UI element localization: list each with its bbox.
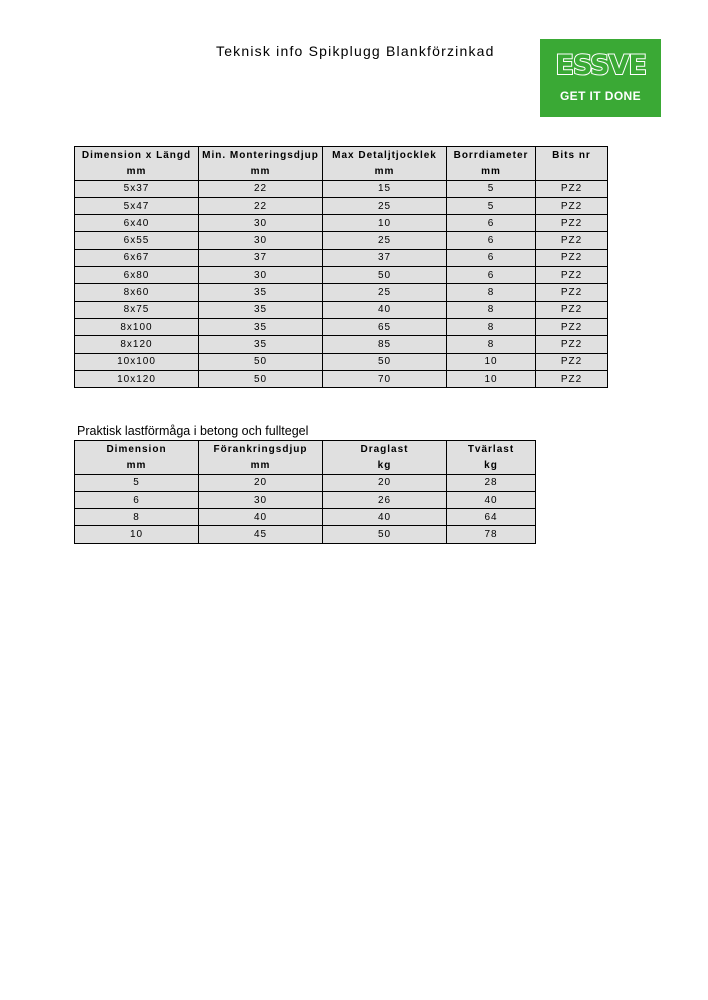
table-cell: PZ2 [536, 215, 608, 232]
table-cell: PZ2 [536, 353, 608, 370]
table-cell: 8x60 [75, 284, 199, 301]
table-row [75, 509, 536, 526]
table-cell: 6 [447, 249, 536, 266]
table-cell: 5 [447, 197, 536, 214]
table-cell: 85 [323, 336, 447, 353]
table-cell: 10x100 [75, 353, 199, 370]
column-header: Bits nr [536, 147, 608, 164]
table-row [75, 215, 608, 232]
table-cell: 6x40 [75, 215, 199, 232]
table-cell: 8x120 [75, 336, 199, 353]
table-cell: 50 [199, 353, 323, 370]
table-cell: 5x37 [75, 180, 199, 197]
table-cell: PZ2 [536, 232, 608, 249]
table-cell: 10 [447, 353, 536, 370]
table-header-row [75, 441, 536, 458]
column-unit: mm [75, 457, 199, 474]
column-unit: mm [323, 163, 447, 180]
table-header-row [75, 147, 608, 164]
table-cell: 35 [199, 336, 323, 353]
essve-logo [540, 39, 661, 117]
table-cell: 28 [447, 474, 536, 491]
table-cell: PZ2 [536, 180, 608, 197]
table-cell: 37 [199, 249, 323, 266]
table-cell: 35 [199, 284, 323, 301]
column-unit: mm [199, 163, 323, 180]
table-cell: PZ2 [536, 267, 608, 284]
table-cell: PZ2 [536, 370, 608, 387]
table-row [75, 301, 608, 318]
table-cell: 6 [447, 232, 536, 249]
table-cell: 40 [447, 491, 536, 508]
section-title: Praktisk lastförmåga i betong och fulltegel [77, 424, 309, 438]
table-cell: 10x120 [75, 370, 199, 387]
table-cell: 37 [323, 249, 447, 266]
table-cell: 6 [447, 267, 536, 284]
table-cell: 22 [199, 180, 323, 197]
table-cell: 10 [75, 526, 199, 543]
table-row [75, 267, 608, 284]
column-unit: mm [447, 163, 536, 180]
table-cell: 30 [199, 267, 323, 284]
column-unit: mm [199, 457, 323, 474]
column-unit: kg [323, 457, 447, 474]
table-row [75, 180, 608, 197]
table-cell: 8x100 [75, 318, 199, 335]
column-header: Max Detaljtjocklek [323, 147, 447, 164]
table-cell: 64 [447, 509, 536, 526]
table-cell: 70 [323, 370, 447, 387]
table-row [75, 336, 608, 353]
table-cell: 6 [447, 215, 536, 232]
column-header: Min. Monteringsdjup [199, 147, 323, 164]
table-cell: 5 [75, 474, 199, 491]
table-row [75, 197, 608, 214]
column-header: Draglast [323, 441, 447, 458]
table-cell: 8 [447, 318, 536, 335]
table-cell: 25 [323, 232, 447, 249]
table-cell: 30 [199, 215, 323, 232]
table-row [75, 491, 536, 508]
table-cell: 65 [323, 318, 447, 335]
table-cell: PZ2 [536, 284, 608, 301]
table-cell: 40 [199, 509, 323, 526]
table-units-row [75, 163, 608, 180]
table-row [75, 249, 608, 266]
column-header: Dimension x Längd [75, 147, 199, 164]
column-header: Tvärlast [447, 441, 536, 458]
column-unit: kg [447, 457, 536, 474]
table-cell: 35 [199, 301, 323, 318]
technical-info-table [74, 146, 608, 388]
table-cell: 6x80 [75, 267, 199, 284]
table-cell: 8x75 [75, 301, 199, 318]
table-cell: PZ2 [536, 336, 608, 353]
table-cell: 78 [447, 526, 536, 543]
table-row [75, 526, 536, 543]
table-cell: 20 [199, 474, 323, 491]
table-cell: 8 [447, 284, 536, 301]
table-cell: 50 [323, 267, 447, 284]
table-cell: 20 [323, 474, 447, 491]
table-cell: 8 [447, 336, 536, 353]
table-cell: PZ2 [536, 301, 608, 318]
table-cell: 26 [323, 491, 447, 508]
table-row [75, 318, 608, 335]
table-cell: 5 [447, 180, 536, 197]
table-cell: PZ2 [536, 318, 608, 335]
table-row [75, 474, 536, 491]
table-cell: 6x55 [75, 232, 199, 249]
table-cell: 40 [323, 301, 447, 318]
table-cell: 5x47 [75, 197, 199, 214]
column-header: Borrdiameter [447, 147, 536, 164]
table-cell: 6 [75, 491, 199, 508]
table-cell: 6x67 [75, 249, 199, 266]
column-unit [536, 163, 608, 180]
logo-tagline: GET IT DONE [559, 89, 642, 103]
table-row [75, 232, 608, 249]
table-cell: 40 [323, 509, 447, 526]
page-title: Teknisk info Spikplugg Blankförzinkad [216, 43, 495, 59]
table-cell: 30 [199, 491, 323, 508]
table-row [75, 370, 608, 387]
table-cell: 15 [323, 180, 447, 197]
table-row [75, 284, 608, 301]
table-cell: 8 [447, 301, 536, 318]
table-cell: 22 [199, 197, 323, 214]
load-capacity-table [74, 440, 536, 544]
table-cell: 25 [323, 197, 447, 214]
table-cell: 8 [75, 509, 199, 526]
table-cell: 30 [199, 232, 323, 249]
table-units-row [75, 457, 536, 474]
table-cell: 50 [323, 526, 447, 543]
table-cell: PZ2 [536, 197, 608, 214]
column-unit: mm [75, 163, 199, 180]
table-cell: 10 [447, 370, 536, 387]
table-cell: 50 [323, 353, 447, 370]
table-cell: PZ2 [536, 249, 608, 266]
table-cell: 25 [323, 284, 447, 301]
table-cell: 35 [199, 318, 323, 335]
column-header: Dimension [75, 441, 199, 458]
table-cell: 45 [199, 526, 323, 543]
column-header: Förankringsdjup [199, 441, 323, 458]
logo-wordmark: ESSVE [555, 50, 646, 81]
table-cell: 10 [323, 215, 447, 232]
table-row [75, 353, 608, 370]
table-cell: 50 [199, 370, 323, 387]
